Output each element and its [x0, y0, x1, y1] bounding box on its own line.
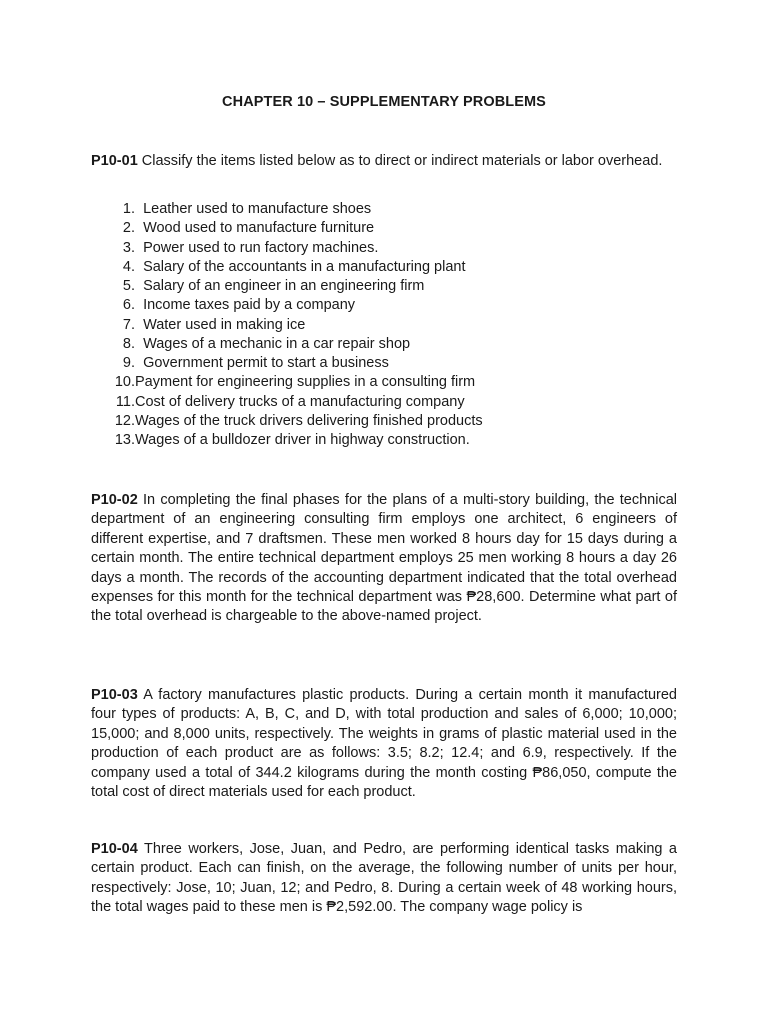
list-item — [103, 412, 483, 431]
item-number: 2. — [122, 220, 135, 237]
item-text: Government permit to start a business — [143, 355, 389, 371]
problem-p10-02 — [91, 491, 677, 627]
list-item — [103, 431, 483, 450]
problem-text: Classify the items listed below as to direct or indirect materials or labor overhead. — [137, 153, 663, 169]
item-number: 12. — [114, 412, 135, 429]
item-number: 3. — [122, 239, 135, 256]
problem-p10-04 — [91, 840, 677, 918]
problem-p10-03 — [91, 686, 677, 802]
problem-id: P10-04 — [91, 841, 138, 857]
item-text: Wages of the truck drivers delivering finished products — [135, 412, 483, 429]
problem-id: P10-03 — [91, 687, 138, 703]
item-number: 8. — [122, 335, 135, 352]
item-text: Income taxes paid by a company — [143, 297, 356, 314]
item-text: Water used in making ice — [143, 316, 306, 333]
list-item — [103, 335, 483, 354]
item-text: Leather used to manufacture shoes — [143, 201, 372, 217]
list-item — [103, 239, 483, 258]
list-item — [103, 373, 483, 392]
list-item — [103, 316, 483, 335]
item-number: 4. — [122, 258, 135, 275]
item-number: 5. — [122, 278, 135, 294]
item-text: Power used to run factory machines. — [143, 239, 379, 256]
item-number: 1. — [122, 201, 135, 217]
problem-text: Three workers, Jose, Juan, and Pedro, are performing identical tasks making a certain product. Each can finish, on the average, the following number of units per hour, respectively: Jose, 10; Juan, 12; and Pedro, 8. During a certain week of 48 working hours, the total wages paid to these men is ₱2,592.00. The company wage policy is — [91, 841, 677, 916]
list-item — [103, 219, 483, 238]
list-item — [103, 277, 483, 296]
item-number: 7. — [122, 316, 135, 333]
list-item — [103, 258, 483, 277]
item-text: Wages of a mechanic in a car repair shop — [143, 335, 411, 352]
page-title: CHAPTER 10 – SUPPLEMENTARY PROBLEMS — [222, 94, 546, 110]
item-number: 6. — [122, 297, 135, 314]
problem-id: P10-02 — [91, 492, 138, 508]
problem-p10-01 — [91, 152, 677, 171]
list-item — [103, 354, 483, 373]
list-item — [103, 393, 483, 412]
item-number: 13. — [114, 432, 135, 448]
item-text: Wood used to manufacture furniture — [143, 220, 375, 237]
list-item — [103, 200, 483, 219]
item-text: Cost of delivery trucks of a manufacturing company — [135, 393, 465, 410]
problem-id: P10-01 — [91, 153, 138, 169]
item-text: Salary of an engineer in an engineering firm — [143, 278, 425, 294]
items-list — [103, 200, 483, 450]
list-item — [103, 296, 483, 315]
item-number: 11. — [115, 393, 135, 410]
item-number: 9. — [122, 355, 135, 371]
item-text: Salary of the accountants in a manufacturing plant — [143, 258, 466, 275]
problem-text: A factory manufactures plastic products. During a certain month it manufactured four types of products: A, B, C, and D, with total production and sales of 6,000; 10,000; 15,000; and 8,000 units, respectively. The weights in grams of plastic material used in the production of each product are as follows: 3.5; 8.2; 12.4; and 6.9, respectively. If the company used a total of 344.2 kilograms during the month costing ₱86,050, compute the total cost of direct materials used for each product. — [91, 687, 677, 801]
item-text: Payment for engineering supplies in a consulting firm — [135, 374, 476, 391]
item-number: 10. — [114, 374, 135, 391]
item-text: Wages of a bulldozer driver in highway construction. — [135, 432, 470, 448]
problem-text: In completing the final phases for the plans of a multi-story building, the technical department of an engineering consulting firm employs one architect, 6 engineers of different expertise, and 7 draftsmen. These men worked 8 hours day for 15 days during a certain month. The entire technical department employs 25 men working 8 hours a day 26 days a month. The records of the accounting department indicated that the total overhead expenses for this month for the technical department was ₱28,600. Determine what part of the total overhead is chargeable to the above-named project. — [91, 492, 677, 625]
